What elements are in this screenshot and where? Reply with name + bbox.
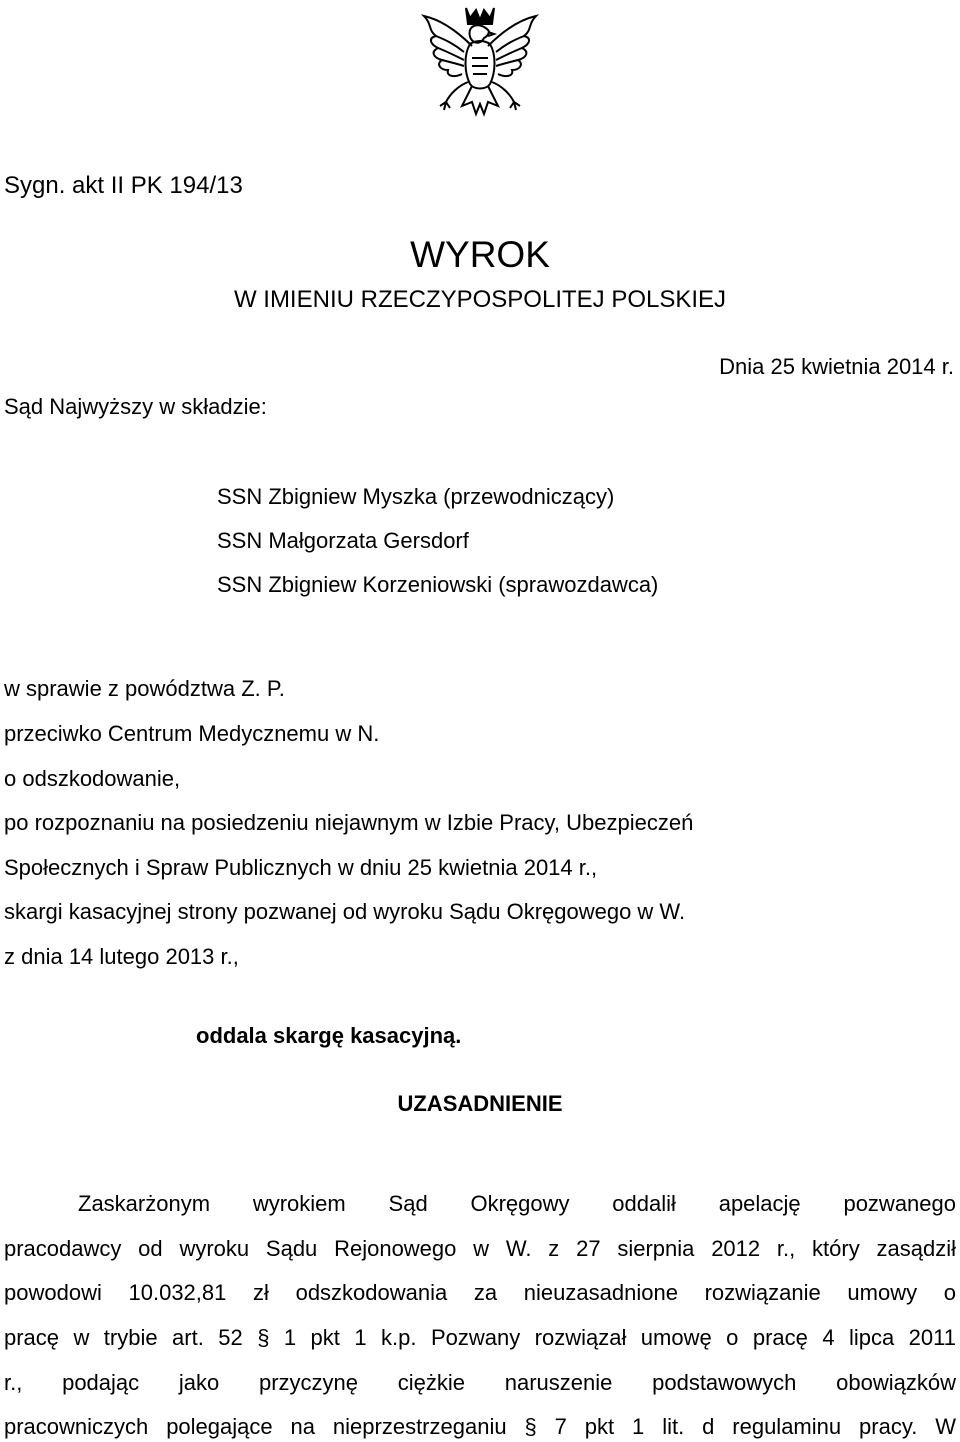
- justification-heading: UZASADNIENIE: [397, 1091, 563, 1116]
- judgment-date: Dnia 25 kwietnia 2014 r.: [719, 354, 954, 379]
- case-line-appeal: skargi kasacyjnej strony pozwanej od wyroku Sądu Okręgowego w W.: [4, 899, 686, 924]
- document-subtitle: W IMIENIU RZECZYPOSPOLITEJ POLSKIEJ: [233, 286, 727, 313]
- justification-line: pracę w trybie art. 52 § 1 pkt 1 k.p. Pozwany rozwiązał umowę o pracę 4 lipca 2011: [4, 1325, 956, 1350]
- case-line-chamber: Społecznych i Spraw Publicznych w dniu 25 kwietnia 2014 r.,: [4, 855, 598, 880]
- verdict: oddala skargę kasacyjną.: [196, 1023, 462, 1048]
- judge-presiding: SSN Zbigniew Myszka (przewodniczący): [217, 484, 615, 509]
- case-number: Sygn. akt II PK 194/13: [4, 172, 243, 199]
- case-line-proceedings: po rozpoznaniu na posiedzeniu niejawnym w Izbie Pracy, Ubezpieczeń: [4, 810, 694, 835]
- justification-line: r., podając jako przyczynę ciężkie naruszenie podstawowych obowiązków: [4, 1370, 956, 1395]
- document-title: WYROK: [410, 234, 550, 275]
- judge-member: SSN Małgorzata Gersdorf: [217, 528, 469, 553]
- polish-eagle-emblem-icon: [418, 2, 542, 130]
- case-line-subject: o odszkodowanie,: [4, 766, 181, 791]
- justification-line: Zaskarżonym wyrokiem Sąd Okręgowy oddalił apelację pozwanego: [78, 1191, 956, 1216]
- justification-line: pracowniczych polegające na nieprzestrzeganiu § 7 pkt 1 lit. d regulaminu pracy. W: [4, 1414, 956, 1439]
- judge-rapporteur: SSN Zbigniew Korzeniowski (sprawozdawca): [217, 572, 659, 597]
- court-composition-label: Sąd Najwyższy w składzie:: [4, 394, 267, 419]
- justification-line: pracodawcy od wyroku Sądu Rejonowego w W. z 27 sierpnia 2012 r., który zasądził: [4, 1236, 956, 1261]
- case-line-plaintiff: w sprawie z powództwa Z. P.: [4, 676, 285, 701]
- case-line-defendant: przeciwko Centrum Medycznemu w N.: [4, 721, 380, 746]
- case-line-date: z dnia 14 lutego 2013 r.,: [4, 944, 239, 969]
- justification-line: powodowi 10.032,81 zł odszkodowania za nieuzasadnione rozwiązanie umowy o: [4, 1280, 956, 1305]
